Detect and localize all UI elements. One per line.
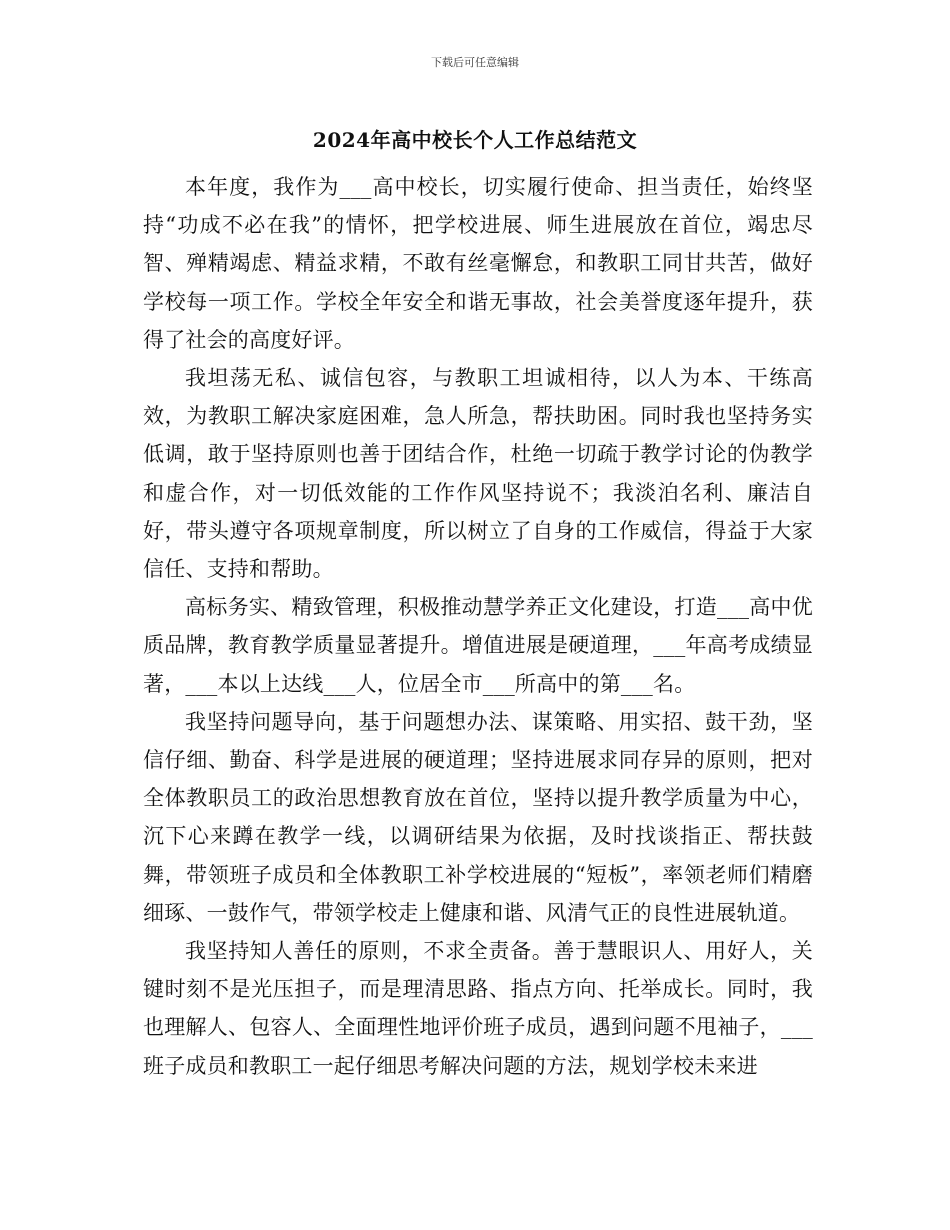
header-note: 下载后可任意编辑 <box>431 56 519 69</box>
paragraph: 高标务实、精致管理，积极推动慧学养正文化建设，打造___高中优质品牌，教育教学质量显著提升。增值进展是硬道理，___年高考成绩显著，___本以上达线___人，位居全市___所高中的第___名。 <box>143 595 813 696</box>
document-title: 2024年高中校长个人工作总结范文 <box>312 128 638 152</box>
paragraph: 我坚持问题导向，基于问题想办法、谋策略、用实招、鼓干劲，坚信仔细、勤奋、科学是进展的硬道理；坚持进展求同存异的原则，把对全体教职员工的政治思想教育放在首位，坚持以提升教学质量为中心，沉下心来蹲在教学一线，以调研结果为依据，及时找谈指正、帮扶鼓舞，带领班子成员和全体教职工补学校进展的“短板”，率领老师们精磨细琢、一鼓作气，带领学校走上健康和谐、风清气正的良性进展轨道。 <box>143 709 813 925</box>
paragraph: 我坦荡无私、诚信包容，与教职工坦诚相待，以人为本、干练高效，为教职工解决家庭困难，急人所急，帮扶助困。同时我也坚持务实低调，敢于坚持原则也善于团结合作，杜绝一切疏于教学讨论的伪教学和虚合作，对一切低效能的工作作风坚持说不；我淡泊名利、廉洁自好，带头遵守各项规章制度，所以树立了自身的工作威信，得益于大家信任、支持和帮助。 <box>143 366 813 582</box>
paragraph: 我坚持知人善任的原则，不求全责备。善于慧眼识人、用好人，关键时刻不是光压担子，而是理清思路、指点方向、托举成长。同时，我也理解人、包容人、全面理性地评价班子成员，遇到问题不甩袖子，___班子成员和教职工一起仔细思考解决问题的方法，规划学校未来进 <box>143 939 813 1078</box>
document-body <box>143 168 813 1085</box>
paragraph: 本年度，我作为___高中校长，切实履行使命、担当责任，始终坚持“功成不必在我”的情怀，把学校进展、师生进展放在首位，竭忠尽智、殚精竭虑、精益求精，不敢有丝毫懈怠，和教职工同甘共苦，做好学校每一项工作。学校全年安全和谐无事故，社会美誉度逐年提升，获得了社会的高度好评。 <box>143 175 813 352</box>
